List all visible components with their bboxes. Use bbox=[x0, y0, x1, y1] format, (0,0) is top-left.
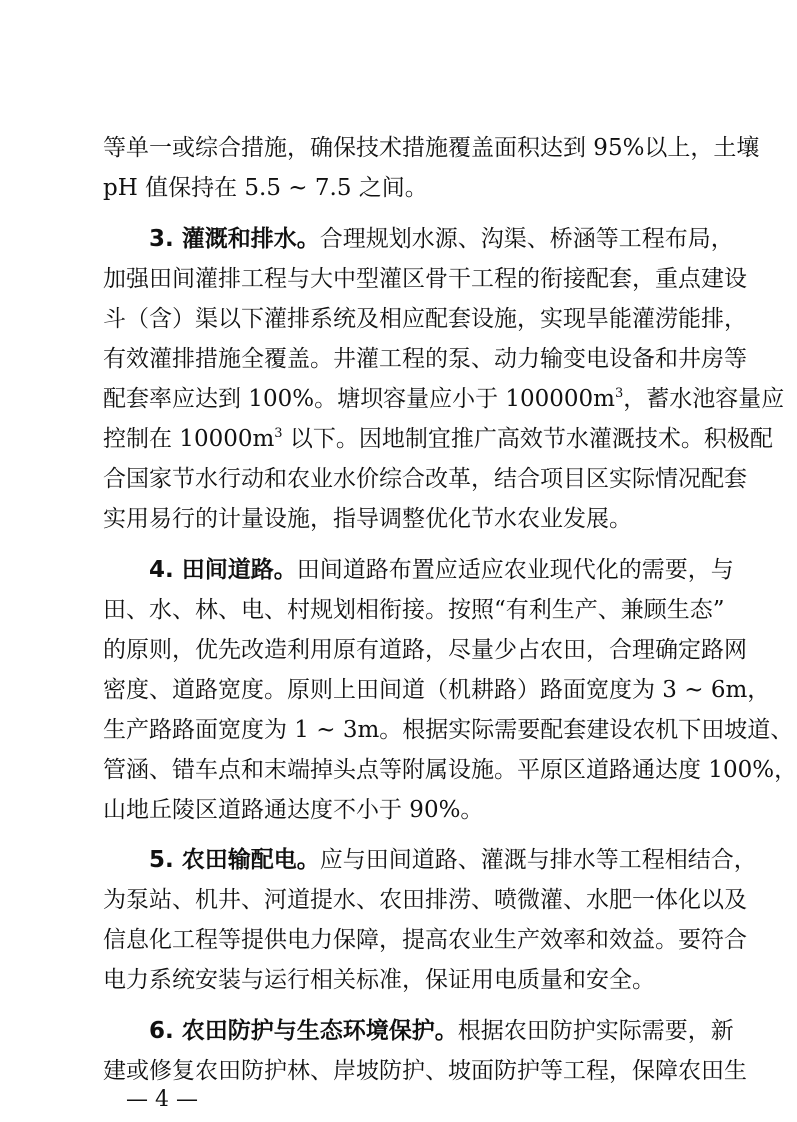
section-6-heading-line: 6. 农田防护与生态环境保护。根据农田防护实际需要，新 bbox=[149, 1018, 734, 1044]
body-text-line: 配套率应达到 100%。塘坝容量应小于 $100000m^3$，蓄水池容量应 bbox=[103, 386, 785, 412]
body-text-line: 密度、道路宽度。原则上田间道（机耕路）路面宽度为 3 ~ 6m， bbox=[103, 677, 771, 703]
body-text-line: 控制在 $10000m^3$ 以下。因地制宜推广高效节水灌溉技术。积极配 bbox=[103, 426, 773, 452]
body-text-line: pH 值保持在 5.5 ~ 7.5 之间。 bbox=[103, 175, 428, 201]
body-text-line: 建或修复农田防护林、岸坡防护、坡面防护等工程，保障农田生 bbox=[103, 1058, 747, 1084]
section-heading: 3. 灌溉和排水。 bbox=[149, 226, 320, 252]
body-text-line: 信息化工程等提供电力保障，提高农业生产效率和效益。要符合 bbox=[103, 927, 747, 953]
body-text-line: 有效灌排措施全覆盖。井灌工程的泵、动力输变电设备和井房等 bbox=[103, 346, 747, 372]
body-text-line: 实用易行的计量设施，指导调整优化节水农业发展。 bbox=[103, 506, 632, 532]
body-text-line: 为泵站、机井、河道提水、农田排涝、喷微灌、水肥一体化以及 bbox=[103, 887, 747, 913]
body-text-line: 管涵、错车点和末端掉头点等附属设施。平原区道路通达度 100%， bbox=[103, 757, 797, 783]
body-text-line: 电力系统安装与运行相关标准，保证用电质量和安全。 bbox=[103, 967, 655, 993]
body-text-line: 等单一或综合措施，确保技术措施覆盖面积达到 95%以上，土壤 bbox=[103, 135, 760, 161]
body-text-line: 山地丘陵区道路通达度不小于 90%。 bbox=[103, 797, 484, 823]
body-text-line: 田、水、林、电、村规划相衔接。按照“有利生产、兼顾生态” bbox=[103, 597, 725, 623]
body-text-line: 斗（含）渠以下灌排系统及相应配套设施，实现旱能灌涝能排， bbox=[103, 306, 747, 332]
section-heading: 5. 农田输配电。 bbox=[149, 847, 320, 873]
section-heading: 6. 农田防护与生态环境保护。 bbox=[149, 1018, 458, 1044]
page-number: — 4 — bbox=[126, 1087, 198, 1112]
section-5-heading-line: 5. 农田输配电。应与田间道路、灌溉与排水等工程相结合， bbox=[149, 847, 757, 873]
body-text-line: 加强田间灌排工程与大中型灌区骨干工程的衔接配套，重点建设 bbox=[103, 266, 747, 292]
body-text-line: 合国家节水行动和农业水价综合改革，结合项目区实际情况配套 bbox=[103, 466, 747, 492]
body-text-line: 的原则，优先改造利用原有道路，尽量少占农田，合理确定路网 bbox=[103, 637, 747, 663]
section-heading: 4. 田间道路。 bbox=[149, 557, 297, 583]
body-text-line: 生产路路面宽度为 1 ~ 3m。根据实际需要配套建设农机下田坡道、 bbox=[103, 717, 794, 743]
section-4-heading-line: 4. 田间道路。田间道路布置应适应农业现代化的需要，与 bbox=[149, 557, 734, 583]
section-3-heading-line: 3. 灌溉和排水。合理规划水源、沟渠、桥涵等工程布局， bbox=[149, 226, 734, 252]
